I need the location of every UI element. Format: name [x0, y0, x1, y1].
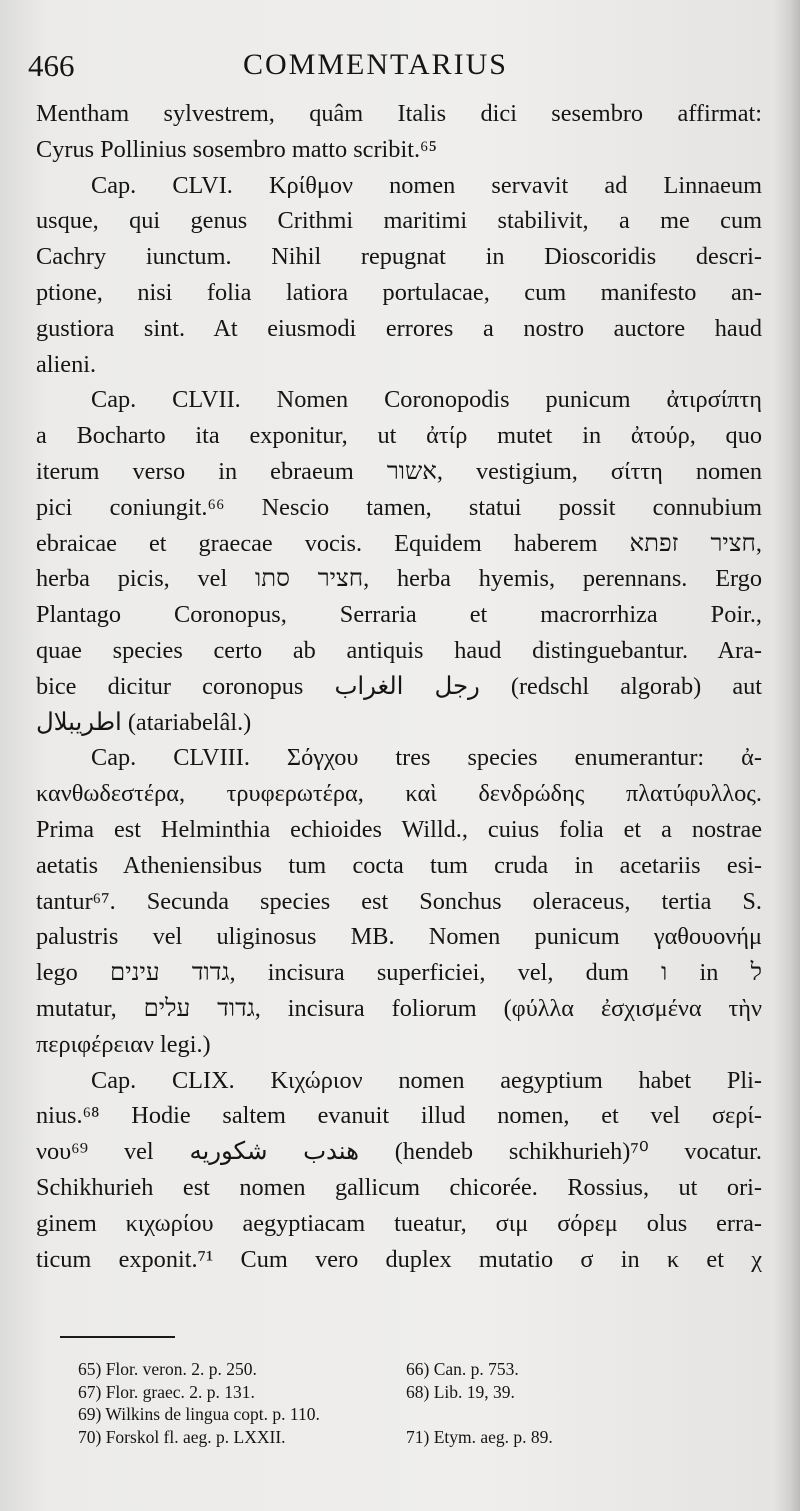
footnote: 70) Forskol fl. aeg. p. LXXII. — [78, 1426, 286, 1447]
text-line: ticum exponit.⁷¹ Cum vero duplex mutatio σ in κ et χ — [36, 1245, 762, 1273]
text-line: Cachry iunctum. Nihil repugnat in Dioscoridis descri- — [36, 243, 762, 271]
text-line: aetatis Atheniensibus tum cocta tum cruda in acetariis esi- — [36, 851, 762, 879]
text-line: ginem κιχωρίου aegyptiacam tueatur, σιμ σόρεμ olus erra- — [36, 1209, 762, 1237]
footnote: 66) Can. p. 753. — [406, 1359, 519, 1379]
text-line: a Bocharto ita exponitur, ut ἀτίρ mutet in ἀτούρ, quo — [36, 422, 762, 450]
text-line: ptione, nisi folia latiora portulacae, cum manifesto an- — [36, 278, 762, 306]
text-line: nius.⁶⁸ Hodie saltem evanuit illud nomen, et vel σερί- — [36, 1102, 762, 1130]
text-line: herba picis, vel חציר סתו, herba hyemis, perennans. Ergo — [36, 565, 762, 593]
text-line: lego גדוד עינים, incisura superficiei, vel, dum ו in ל — [36, 959, 762, 987]
text-line: usque, qui genus Crithmi maritimi stabilivit, a me cum — [36, 207, 762, 235]
text-line: νου⁶⁹ vel هندب شكوريه (hendeb schikhurieh)⁷⁰ vocatur. — [36, 1138, 762, 1166]
footnote: 67) Flor. graec. 2. p. 131. — [78, 1381, 255, 1402]
text-line: bice dicitur coronopus رجل الغراب (redschl algorab) aut — [36, 672, 762, 700]
text-line: pici coniungit.⁶⁶ Nescio tamen, statui possit connubium — [36, 493, 762, 521]
text-line: mutatur, גדוד עלים, incisura foliorum (φύλλα ἐσχισμένα τὴν — [36, 994, 762, 1022]
text-line: Schikhurieh est nomen gallicum chicorée. Rossius, ut ori- — [36, 1173, 762, 1201]
text-line: κανθωδεστέρα, τρυφερωτέρα, καὶ δενδρώδης πλατύφυλλος. — [36, 780, 762, 808]
footnote-row — [78, 1381, 718, 1404]
footnote-row — [78, 1426, 718, 1449]
text-line: Cap. CLVII. Nomen Coronopodis punicum ἀτιρσίπτη — [91, 386, 762, 414]
text-line: Plantago Coronopus, Serraria et macrorrhiza Poir., — [36, 601, 762, 629]
footnote-row — [78, 1403, 718, 1426]
body-text — [36, 96, 762, 1277]
footnote: 71) Etym. aeg. p. 89. — [406, 1426, 553, 1447]
text-line: περιφέρειαν legi.) — [36, 1030, 211, 1058]
footnote-rule — [60, 1336, 175, 1338]
text-line: iterum verso in ebraeum אשור, vestigium, σίττη nomen — [36, 457, 763, 485]
page-number: 466 — [28, 48, 75, 83]
text-line: ebraicae et graecae vocis. Equidem haberem חציר זפתא, — [36, 529, 762, 557]
text-line: quae species certo ab antiquis haud distinguebantur. Ara- — [36, 636, 762, 664]
text-line: alieni. — [36, 350, 97, 378]
footnote-row — [78, 1358, 718, 1381]
running-head: COMMENTARIUS — [243, 48, 508, 81]
text-line: palustris vel uliginosus MB. Nomen punicum γαθουονήμ — [36, 923, 762, 951]
footnotes — [78, 1358, 718, 1448]
page-edge-shadow — [774, 0, 800, 1511]
footnote: 69) Wilkins de lingua copt. p. 110. — [78, 1404, 320, 1424]
text-line: Prima est Helminthia echioides Willd., cuius folia et a nostrae — [36, 815, 762, 843]
page-header — [28, 48, 768, 92]
text-line: gustiora sint. At eiusmodi errores a nostro auctore haud — [36, 314, 762, 342]
footnote: 65) Flor. veron. 2. p. 250. — [78, 1359, 257, 1379]
footnote: 68) Lib. 19, 39. — [406, 1381, 515, 1402]
text-line: Cap. CLVIII. Σόγχου tres species enumerantur: ἀ- — [91, 744, 762, 772]
text-line: Mentham sylvestrem, quâm Italis dici sesembro affirmat: — [36, 100, 762, 127]
text-line: اطريبلال (atariabelâl.) — [36, 708, 252, 736]
text-line: Cyrus Pollinius sosembro matto scribit.⁶⁵ — [36, 135, 437, 163]
text-line: Cap. CLIX. Κιχώριον nomen aegyptium habet Pli- — [91, 1066, 762, 1094]
text-line: tantur⁶⁷. Secunda species est Sonchus oleraceus, tertia S. — [36, 887, 762, 915]
text-line: Cap. CLVI. Κρίθμον nomen servavit ad Linnaeum — [91, 171, 762, 199]
